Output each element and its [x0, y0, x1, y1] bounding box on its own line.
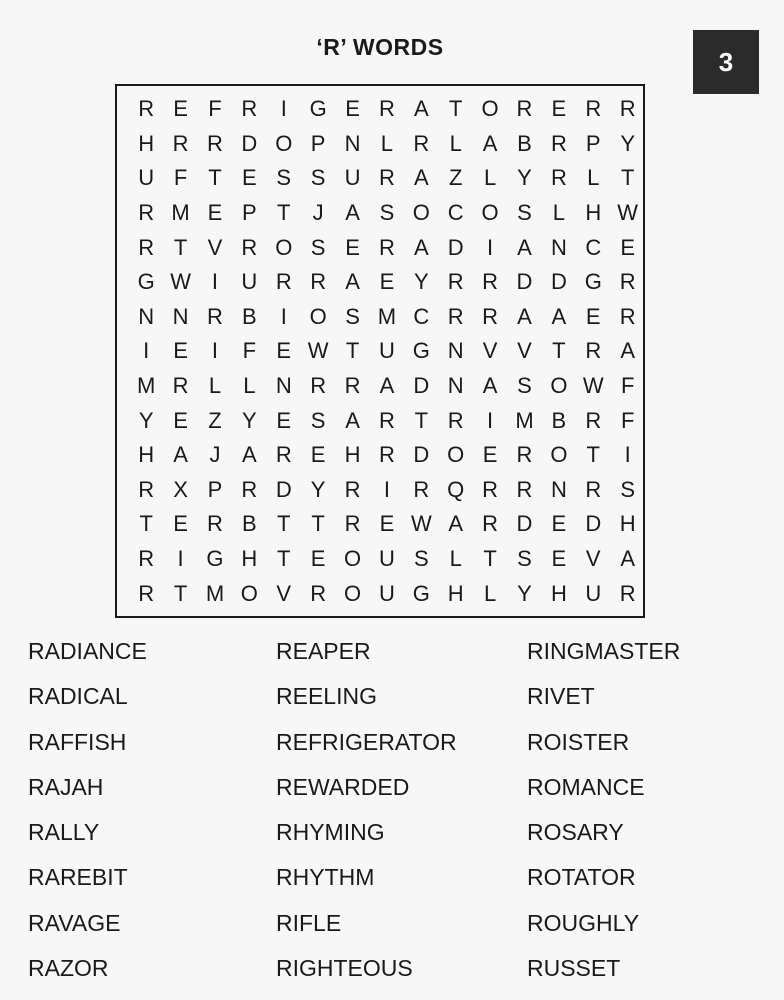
grid-letter[interactable]: G	[412, 338, 430, 364]
grid-letter[interactable]: R	[344, 373, 361, 399]
word-column-1	[28, 633, 147, 995]
grid-letter[interactable]: R	[138, 580, 155, 606]
word-search-grid	[129, 92, 645, 611]
grid-letter[interactable]: R	[585, 338, 602, 364]
grid-letter[interactable]: R	[207, 303, 223, 329]
word-list-item: RAVAGE	[28, 909, 121, 936]
grid-letter[interactable]: Y	[310, 476, 326, 502]
grid-letter[interactable]: S	[310, 165, 326, 191]
word-list-item: RADIANCE	[28, 638, 147, 664]
grid-letter[interactable]: A	[379, 373, 395, 399]
grid-letter[interactable]: T	[139, 511, 153, 537]
grid-letter[interactable]: W	[307, 338, 329, 364]
word-list-item: RIGHTEOUS	[276, 955, 413, 982]
grid-letter[interactable]: R	[275, 442, 292, 468]
grid-letter[interactable]: F	[173, 165, 188, 191]
grid-letter[interactable]: S	[345, 303, 360, 329]
grid-letter[interactable]: L	[380, 130, 394, 156]
grid-letter[interactable]: R	[585, 96, 602, 122]
grid-letter[interactable]: H	[241, 546, 258, 572]
grid-letter[interactable]: H	[619, 511, 636, 537]
grid-letter[interactable]: O	[550, 373, 568, 399]
grid-letter[interactable]: W	[582, 373, 604, 399]
grid-letter[interactable]: R	[378, 96, 395, 122]
word-list-item: ROUGHLY	[527, 909, 640, 936]
grid-letter[interactable]: N	[447, 373, 464, 399]
grid-letter[interactable]: E	[585, 303, 601, 329]
grid-letter[interactable]: E	[173, 511, 188, 537]
grid-letter[interactable]: R	[241, 234, 258, 260]
grid-letter[interactable]: I	[383, 476, 390, 502]
word-list	[0, 633, 784, 993]
word-list-item: REWARDED	[276, 773, 410, 800]
grid-letter[interactable]: S	[310, 407, 326, 433]
word-list-item: REELING	[276, 683, 377, 710]
grid-letter[interactable]: T	[208, 165, 222, 191]
grid-letter[interactable]: I	[211, 338, 219, 364]
word-search-grid-frame	[115, 84, 645, 618]
grid-letter[interactable]: R	[344, 511, 361, 537]
grid-letter[interactable]: U	[344, 165, 361, 191]
grid-letter[interactable]: R	[585, 407, 602, 433]
grid-letter[interactable]: C	[413, 303, 430, 329]
grid-letter[interactable]: I	[280, 96, 287, 122]
grid-letter[interactable]: V	[517, 338, 532, 364]
grid-letter[interactable]: S	[276, 165, 292, 191]
grid-letter[interactable]: A	[173, 442, 188, 468]
grid-letter[interactable]: T	[311, 511, 325, 537]
grid-letter[interactable]: N	[344, 130, 361, 156]
grid-letter[interactable]: G	[584, 269, 602, 295]
grid-letter[interactable]: E	[242, 165, 257, 191]
grid-letter[interactable]: S	[379, 200, 395, 226]
grid-letter[interactable]: R	[413, 130, 430, 156]
grid-letter[interactable]: R	[172, 130, 189, 156]
grid-letter[interactable]: N	[172, 303, 189, 329]
word-list-item: ROMANCE	[527, 773, 645, 800]
grid-letter[interactable]: D	[413, 442, 430, 468]
grid-letter[interactable]: E	[207, 200, 223, 226]
grid-letter[interactable]: E	[551, 96, 567, 122]
grid-letter[interactable]: G	[206, 546, 224, 572]
word-column-2	[276, 633, 457, 995]
grid-letter[interactable]: T	[173, 234, 188, 260]
grid-letter[interactable]: R	[138, 200, 155, 226]
grid-letter[interactable]: O	[240, 580, 258, 606]
grid-letter[interactable]: S	[517, 200, 532, 226]
grid-letter[interactable]: E	[173, 96, 188, 122]
grid-letter[interactable]: H	[344, 442, 361, 468]
grid-letter[interactable]: V	[482, 338, 498, 364]
grid-letter[interactable]: D	[241, 130, 258, 156]
grid-letter[interactable]: A	[345, 407, 360, 433]
grid-letter[interactable]: N	[138, 303, 155, 329]
word-list-item: RUSSET	[527, 955, 621, 982]
grid-letter[interactable]: G	[412, 580, 430, 606]
grid-letter[interactable]: T	[345, 338, 360, 364]
grid-letter[interactable]: R	[138, 234, 155, 260]
grid-letter[interactable]: E	[620, 234, 635, 260]
grid-letter[interactable]: E	[345, 234, 360, 260]
grid-letter[interactable]: E	[482, 442, 498, 468]
grid-letter[interactable]: R	[310, 269, 327, 295]
grid-letter[interactable]: R	[344, 476, 361, 502]
grid-letter[interactable]: Y	[242, 407, 257, 433]
word-list-item: RHYTHM	[276, 864, 375, 891]
grid-letter[interactable]: E	[276, 338, 292, 364]
word-list-item: RIVET	[527, 683, 595, 710]
grid-letter[interactable]: W	[617, 200, 639, 226]
grid-letter[interactable]: I	[487, 407, 494, 433]
grid-letter[interactable]: R	[413, 476, 430, 502]
grid-letter[interactable]: M	[137, 373, 156, 399]
grid-letter[interactable]: R	[619, 96, 636, 122]
grid-letter[interactable]: O	[275, 130, 293, 156]
grid-letter[interactable]: Q	[447, 476, 465, 502]
word-list-item: REAPER	[276, 638, 371, 664]
grid-letter[interactable]: M	[171, 200, 190, 226]
word-list-item: RAFFISH	[28, 728, 127, 755]
grid-letter[interactable]: O	[275, 234, 293, 260]
grid-letter[interactable]: H	[138, 442, 155, 468]
grid-letter[interactable]: E	[276, 407, 292, 433]
grid-letter[interactable]: R	[275, 269, 292, 295]
word-list-item: RHYMING	[276, 819, 385, 846]
grid-letter[interactable]: A	[345, 200, 360, 226]
grid-letter[interactable]: O	[447, 442, 465, 468]
grid-letter[interactable]: B	[517, 130, 532, 156]
grid-letter[interactable]: A	[448, 511, 464, 537]
grid-letter[interactable]: H	[138, 130, 155, 156]
grid-letter[interactable]: V	[276, 580, 292, 606]
grid-letter[interactable]: R	[207, 511, 223, 537]
grid-letter[interactable]: R	[619, 303, 636, 329]
grid-letter[interactable]: L	[483, 165, 497, 191]
grid-letter[interactable]: A	[345, 269, 360, 295]
grid-letter[interactable]: T	[552, 338, 566, 364]
grid-letter[interactable]: O	[481, 96, 499, 122]
grid-letter[interactable]: P	[310, 130, 326, 156]
grid-letter[interactable]: H	[585, 200, 602, 226]
grid-letter[interactable]: U	[585, 580, 602, 606]
grid-letter[interactable]: Y	[620, 130, 635, 156]
grid-letter[interactable]: J	[312, 200, 324, 226]
grid-letter[interactable]: T	[173, 580, 188, 606]
grid-letter[interactable]: E	[310, 546, 326, 572]
grid-letter[interactable]: R	[447, 407, 464, 433]
grid-letter[interactable]: D	[516, 269, 533, 295]
grid-letter[interactable]: D	[585, 511, 602, 537]
grid-letter[interactable]: T	[277, 546, 291, 572]
grid-letter[interactable]: R	[138, 546, 155, 572]
grid-letter[interactable]: T	[277, 200, 291, 226]
grid-letter[interactable]: A	[517, 303, 532, 329]
grid-letter[interactable]: A	[242, 442, 257, 468]
grid-letter[interactable]: P	[585, 130, 601, 156]
grid-letter[interactable]: T	[414, 407, 429, 433]
grid-letter[interactable]: J	[209, 442, 221, 468]
grid-letter[interactable]: X	[173, 476, 188, 502]
grid-letter[interactable]: E	[345, 96, 360, 122]
grid-letter[interactable]: R	[516, 96, 533, 122]
grid-letter[interactable]: R	[447, 269, 464, 295]
grid-letter[interactable]: O	[309, 303, 327, 329]
grid-letter[interactable]: G	[137, 269, 155, 295]
grid-letter[interactable]: R	[482, 303, 499, 329]
grid-letter[interactable]: R	[482, 269, 499, 295]
grid-letter[interactable]: A	[413, 96, 429, 122]
grid-letter[interactable]: T	[483, 546, 497, 572]
grid-letter[interactable]: Y	[517, 165, 532, 191]
grid-letter[interactable]: Y	[138, 407, 154, 433]
grid-letter[interactable]: F	[620, 373, 635, 399]
grid-letter[interactable]: S	[310, 234, 326, 260]
grid-letter[interactable]: I	[177, 546, 184, 572]
grid-letter[interactable]: D	[516, 511, 533, 537]
grid-letter[interactable]: R	[138, 96, 155, 122]
grid-letter[interactable]: R	[550, 130, 567, 156]
grid-letter[interactable]: Z	[208, 407, 222, 433]
grid-letter[interactable]: R	[378, 234, 395, 260]
grid-letter[interactable]: E	[551, 546, 567, 572]
grid-letter[interactable]: P	[242, 200, 257, 226]
word-list-item: RAREBIT	[28, 864, 128, 891]
grid-letter[interactable]: L	[449, 546, 462, 572]
grid-letter[interactable]: E	[551, 511, 567, 537]
grid-letter[interactable]: B	[551, 407, 567, 433]
grid-letter[interactable]: H	[447, 580, 464, 606]
grid-letter[interactable]: R	[241, 96, 258, 122]
grid-letter[interactable]: R	[172, 373, 189, 399]
grid-letter[interactable]: L	[208, 373, 222, 399]
grid-letter[interactable]: F	[242, 338, 257, 364]
grid-letter[interactable]: M	[515, 407, 534, 433]
grid-letter[interactable]: I	[487, 234, 494, 260]
grid-letter[interactable]: T	[277, 511, 291, 537]
grid-letter[interactable]: E	[379, 511, 395, 537]
word-list-item: RADICAL	[28, 683, 128, 710]
grid-letter[interactable]: D	[275, 476, 292, 502]
grid-letter[interactable]: A	[413, 165, 429, 191]
word-list-item: ROSARY	[527, 819, 624, 846]
grid-letter[interactable]: L	[483, 580, 497, 606]
grid-letter[interactable]: U	[241, 269, 258, 295]
grid-letter[interactable]: O	[481, 200, 499, 226]
grid-letter[interactable]: A	[517, 234, 532, 260]
grid-letter[interactable]: R	[310, 373, 327, 399]
grid-letter[interactable]: R	[516, 442, 533, 468]
grid-letter[interactable]: T	[448, 96, 463, 122]
grid-letter[interactable]: S	[413, 546, 429, 572]
grid-letter[interactable]: N	[550, 476, 567, 502]
grid-letter[interactable]: N	[550, 234, 567, 260]
word-list-item: RIFLE	[276, 909, 342, 936]
grid-letter[interactable]: L	[449, 130, 462, 156]
grid-letter[interactable]: N	[447, 338, 464, 364]
grid-letter[interactable]: L	[587, 165, 600, 191]
grid-letter[interactable]: V	[585, 546, 601, 572]
grid-letter[interactable]: R	[550, 165, 567, 191]
page-number-badge	[693, 30, 759, 94]
grid-letter[interactable]: R	[482, 511, 499, 537]
grid-letter[interactable]: G	[309, 96, 327, 122]
grid-letter[interactable]: A	[620, 546, 635, 572]
grid-letter[interactable]: Z	[448, 165, 463, 191]
page-number: 3	[718, 46, 734, 77]
grid-letter[interactable]: D	[413, 373, 430, 399]
grid-letter[interactable]: A	[413, 234, 429, 260]
grid-letter[interactable]: R	[207, 130, 223, 156]
grid-letter[interactable]: T	[620, 165, 635, 191]
grid-letter[interactable]: O	[550, 442, 568, 468]
page-title: ‘R’ WORDS	[316, 34, 444, 60]
grid-letter[interactable]: D	[447, 234, 464, 260]
grid-letter[interactable]: F	[620, 407, 635, 433]
word-list-item: RINGMASTER	[527, 638, 681, 664]
grid-letter[interactable]: R	[447, 303, 464, 329]
grid-letter[interactable]: R	[378, 407, 395, 433]
grid-letter[interactable]: O	[343, 546, 362, 572]
grid-letter[interactable]: B	[242, 511, 257, 537]
grid-letter[interactable]: O	[412, 200, 430, 226]
word-list-item: RALLY	[28, 819, 100, 846]
grid-letter[interactable]: A	[551, 303, 567, 329]
grid-letter[interactable]: I	[211, 269, 219, 295]
grid-letter[interactable]: R	[619, 269, 636, 295]
word-column-3	[527, 633, 680, 995]
grid-letter[interactable]: T	[586, 442, 600, 468]
grid-letter[interactable]: M	[377, 303, 397, 329]
grid-letter[interactable]: R	[585, 476, 602, 502]
grid-letter[interactable]: E	[379, 269, 395, 295]
grid-letter[interactable]: I	[280, 303, 287, 329]
grid-letter[interactable]: O	[343, 580, 362, 606]
grid-letter[interactable]: A	[482, 373, 498, 399]
grid-letter[interactable]: U	[378, 338, 395, 364]
grid-letter[interactable]: E	[310, 442, 326, 468]
grid-letter[interactable]: Y	[517, 580, 532, 606]
grid-letter[interactable]: R	[482, 476, 499, 502]
grid-letter[interactable]: I	[143, 338, 150, 364]
grid-letter[interactable]: S	[620, 476, 635, 502]
grid-letter[interactable]: D	[550, 269, 567, 295]
grid-letter[interactable]: L	[243, 373, 256, 399]
grid-letter[interactable]: U	[378, 580, 395, 606]
grid-letter[interactable]: R	[241, 476, 258, 502]
grid-letter[interactable]: A	[482, 130, 498, 156]
grid-letter[interactable]: C	[447, 200, 464, 226]
word-list-item: RAJAH	[28, 773, 104, 800]
word-list-item: REFRIGERATOR	[276, 728, 457, 755]
grid-letter[interactable]: R	[310, 580, 327, 606]
grid-letter[interactable]: W	[170, 269, 191, 295]
grid-letter[interactable]: I	[624, 442, 631, 468]
grid-letter[interactable]: F	[208, 96, 222, 122]
grid-letter[interactable]: R	[378, 165, 395, 191]
grid-letter[interactable]: R	[516, 476, 533, 502]
grid-letter[interactable]: M	[205, 580, 225, 606]
grid-letter[interactable]: R	[138, 476, 155, 502]
grid-letter[interactable]: R	[378, 442, 395, 468]
grid-letter[interactable]: R	[619, 580, 636, 606]
grid-letter[interactable]: E	[173, 338, 188, 364]
grid-letter[interactable]: U	[378, 546, 395, 572]
grid-letter[interactable]: V	[207, 234, 223, 260]
word-list-item: ROISTER	[527, 728, 630, 755]
word-list-item: RAZOR	[28, 955, 109, 982]
grid-letter[interactable]: S	[517, 373, 532, 399]
grid-letter[interactable]: U	[138, 165, 155, 191]
grid-letter[interactable]: C	[585, 234, 602, 260]
grid-letter[interactable]: N	[275, 373, 292, 399]
grid-letter[interactable]: P	[207, 476, 223, 502]
grid-letter[interactable]: H	[550, 580, 567, 606]
grid-letter[interactable]: L	[552, 200, 565, 226]
grid-letter[interactable]: A	[620, 338, 635, 364]
grid-letter[interactable]: Y	[413, 269, 429, 295]
grid-letter[interactable]: S	[517, 546, 532, 572]
grid-letter[interactable]: B	[242, 303, 257, 329]
word-list-item: ROTATOR	[527, 864, 636, 891]
grid-letter[interactable]: W	[410, 511, 432, 537]
grid-letter[interactable]: E	[173, 407, 188, 433]
